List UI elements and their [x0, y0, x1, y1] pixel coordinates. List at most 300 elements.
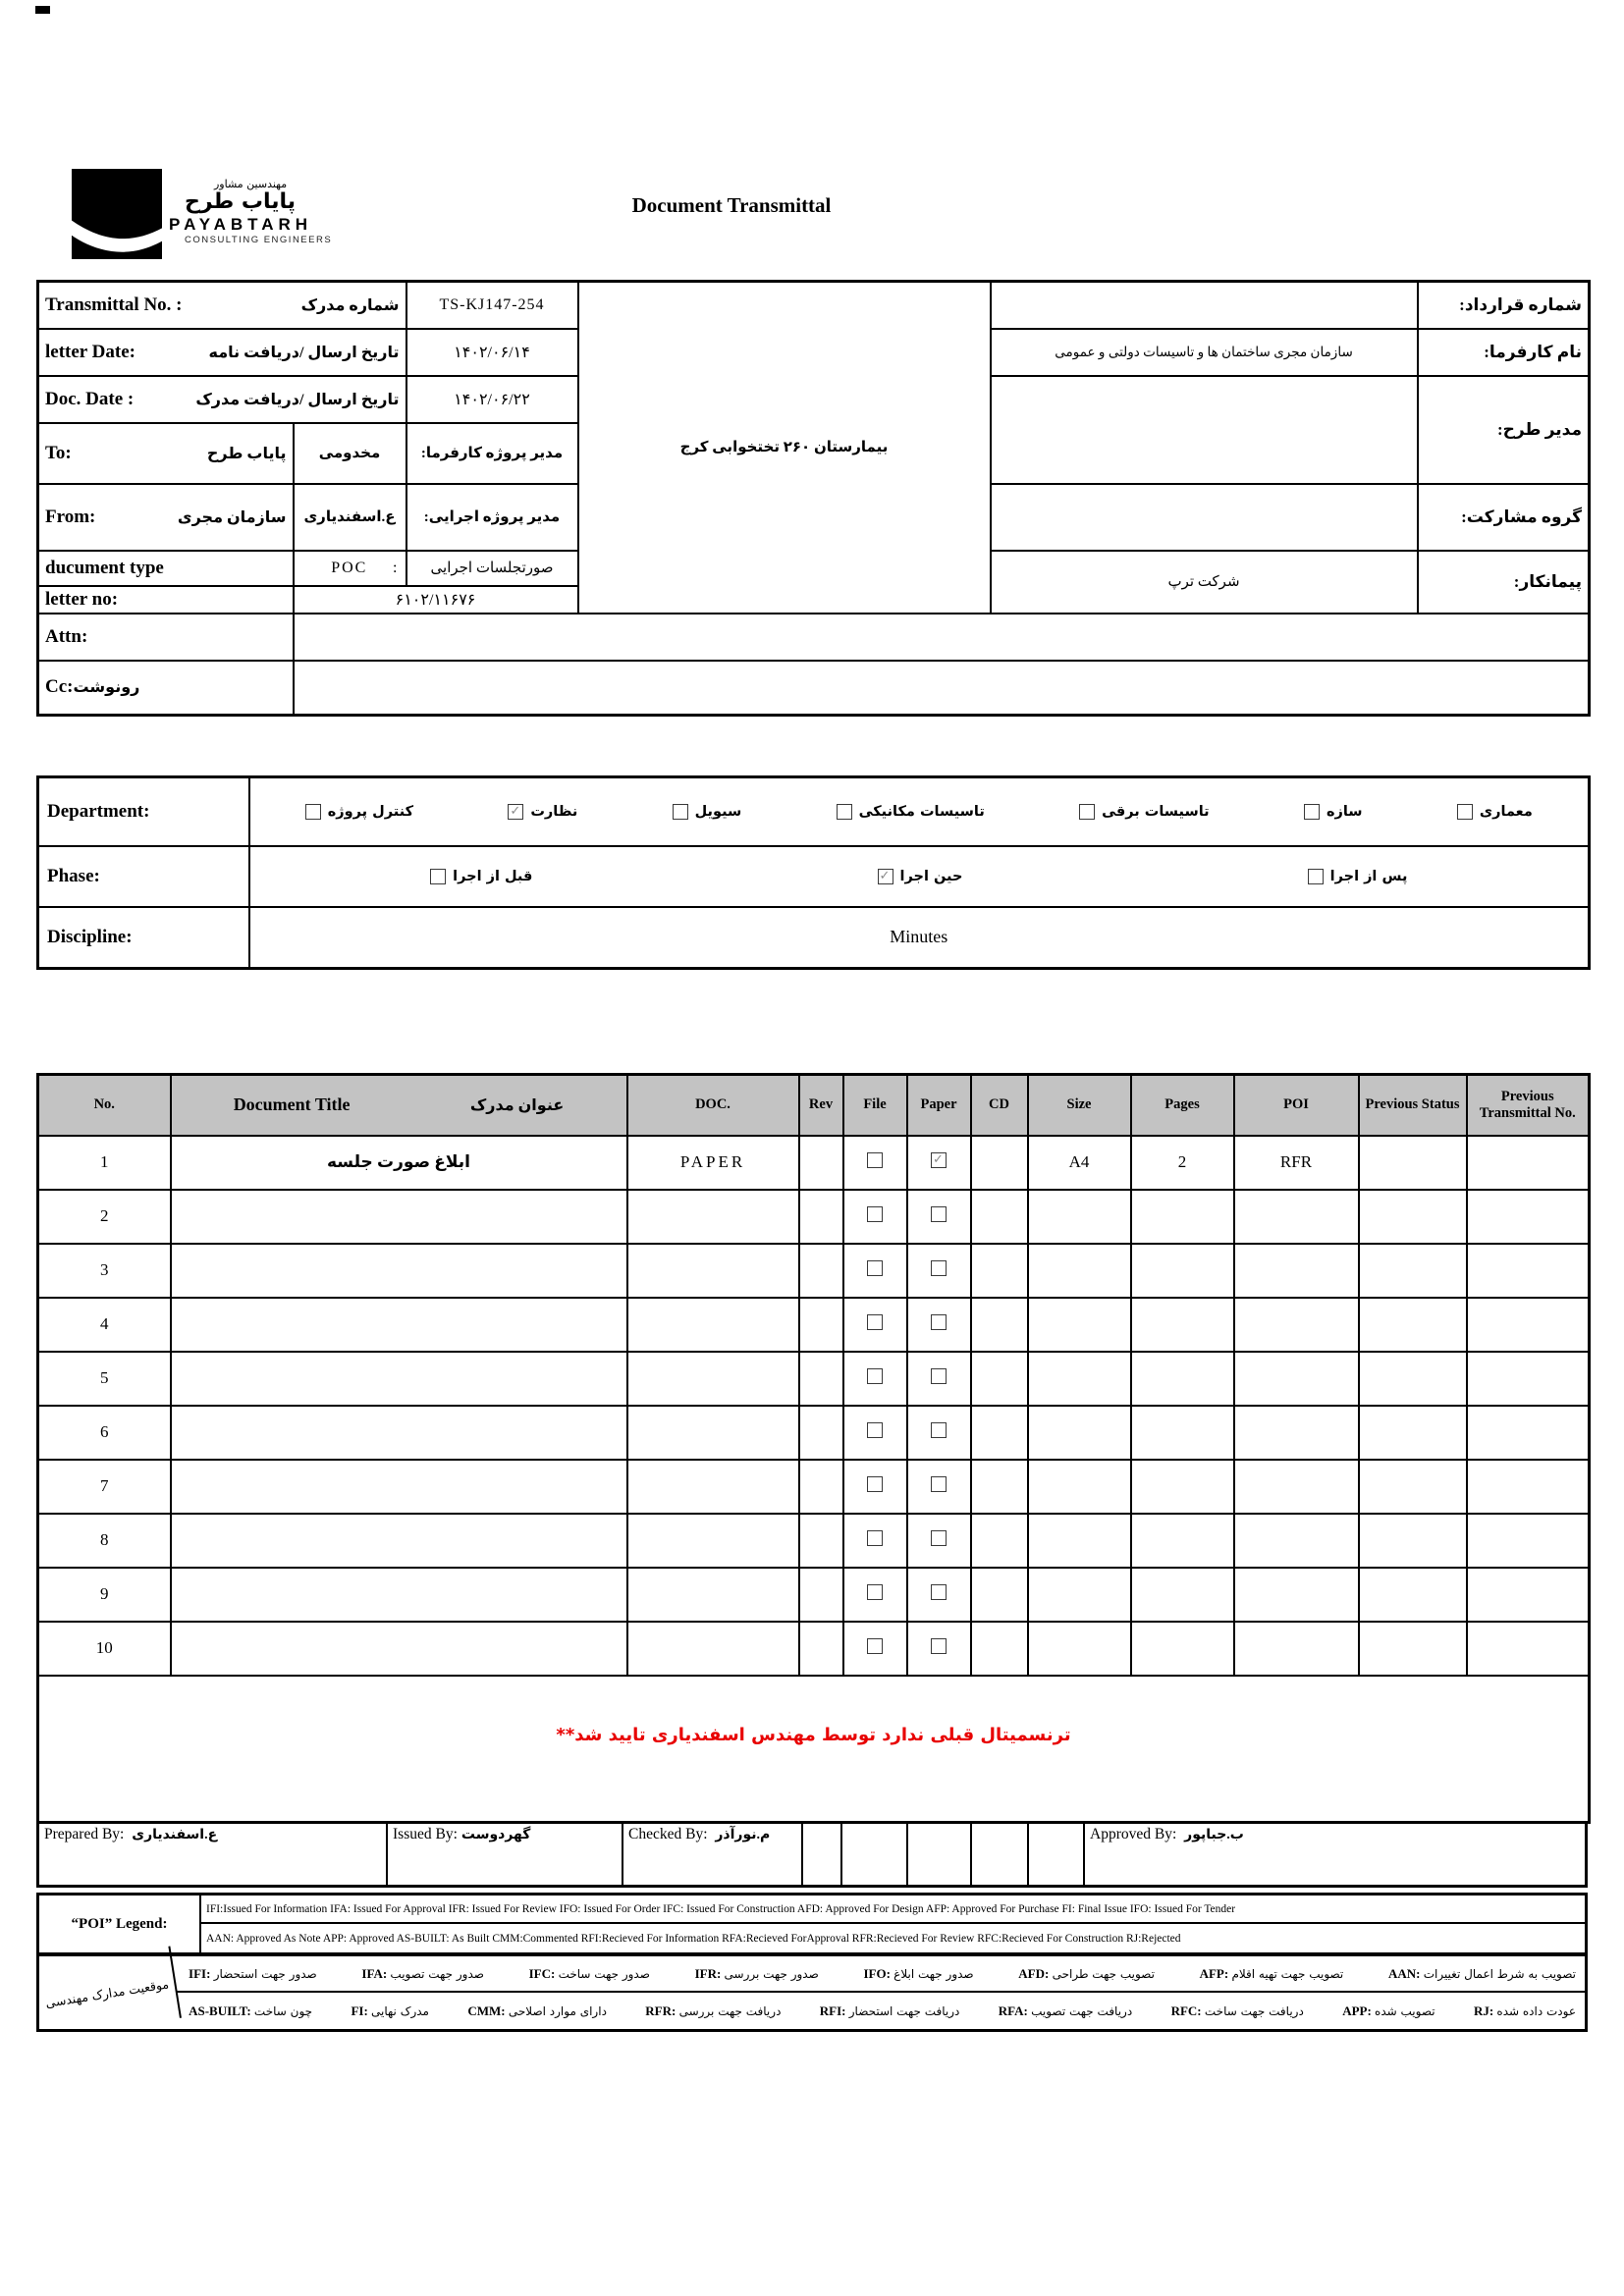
checkbox-label: پس از اجرا	[1329, 868, 1408, 884]
cell-paper	[907, 1514, 971, 1568]
legend-item-ifi: IFI: صدور جهت استحضار	[189, 1965, 317, 1981]
cc-label-en: Cc:	[45, 676, 74, 698]
signature-empty-cell	[803, 1824, 842, 1885]
paper-checkbox[interactable]	[931, 1314, 947, 1330]
to-label	[38, 423, 294, 484]
header-doc: DOC.	[627, 1075, 799, 1136]
legend-item-rj: RJ: عودت داده شده	[1473, 2002, 1576, 2018]
checkbox-option[interactable]	[837, 804, 985, 820]
doc-table-row	[38, 1244, 1590, 1298]
legend-item-fi: FI: مدرک نهایی	[351, 2002, 429, 2018]
checkbox-unchecked[interactable]	[305, 804, 321, 820]
signature-empty-cell	[908, 1824, 972, 1885]
header-paper: Paper	[907, 1075, 971, 1136]
paper-checkbox[interactable]	[931, 1584, 947, 1600]
cell-no: 10	[38, 1622, 171, 1676]
cell-title	[171, 1190, 627, 1244]
document-list-table	[36, 1073, 1591, 1824]
checkbox-option[interactable]	[673, 804, 742, 820]
doc-table-row	[38, 1568, 1590, 1622]
checkbox-label: تاسیسات برقی	[1102, 803, 1210, 820]
logo-en-name: PAYABTARH	[169, 214, 313, 234]
cell-cd	[971, 1460, 1028, 1514]
cell-title	[171, 1514, 627, 1568]
header-pages: Pages	[1131, 1075, 1234, 1136]
cell-title	[171, 1568, 627, 1622]
cell-no: 7	[38, 1460, 171, 1514]
letter-no-value: ۶۱۰۲/۱۱۶۷۶	[294, 586, 578, 614]
cell-prev-transmittal	[1467, 1136, 1590, 1190]
cell-prev-transmittal	[1467, 1514, 1590, 1568]
checkbox-label: سیویل	[694, 803, 742, 820]
letter-no-label	[38, 586, 294, 614]
cell-rev	[799, 1244, 843, 1298]
cell-paper	[907, 1568, 971, 1622]
checked-by-cell	[623, 1824, 803, 1885]
prepared-by-label: Prepared By:	[44, 1826, 125, 1842]
logo-fa-tagline: مهندسین مشاور	[214, 178, 288, 190]
cell-no: 6	[38, 1406, 171, 1460]
cell-rev	[799, 1136, 843, 1190]
paper-checkbox[interactable]	[931, 1152, 947, 1168]
poi-legend-line1: IFI:Issued For Information IFA: Issued For Approval IFR: Issued For Review IFO: Issued For Order IFC: Issued For Construction AFD: Approved For Design AFP: Approved For Purchase FI: Final Issue IFO: Issued For Tender	[201, 1896, 1588, 1924]
cell-doc	[627, 1568, 799, 1622]
document-type-value-cell	[294, 551, 406, 586]
cell-doc	[627, 1406, 799, 1460]
cell-cd	[971, 1136, 1028, 1190]
cell-doc	[627, 1622, 799, 1676]
checked-by-value: م.نورآذر	[715, 1828, 771, 1842]
discipline-label: Discipline:	[38, 907, 249, 969]
cell-prev-transmittal	[1467, 1406, 1590, 1460]
checkbox-label: نظارت	[530, 803, 578, 820]
checkbox-option[interactable]	[878, 869, 963, 884]
legend-item-ifr: IFR: صدور جهت بررسی	[694, 1965, 819, 1981]
cc-label-fa: رونوشت	[73, 679, 140, 697]
paper-checkbox[interactable]	[931, 1206, 947, 1222]
from-role: مدیر پروژه اجرایی:	[406, 484, 578, 551]
cell-title: ابلاغ صورت جلسه	[171, 1136, 627, 1190]
cell-no: 9	[38, 1568, 171, 1622]
cell-paper	[907, 1244, 971, 1298]
checkbox-unchecked[interactable]	[1308, 869, 1324, 884]
checkbox-label: سازه	[1326, 803, 1363, 820]
attn-label-en: Attn:	[45, 625, 88, 647]
cell-pages	[1131, 1352, 1234, 1406]
cell-doc	[627, 1352, 799, 1406]
cell-prev-transmittal	[1467, 1352, 1590, 1406]
cell-doc	[627, 1190, 799, 1244]
cell-poi	[1234, 1190, 1359, 1244]
cell-pages	[1131, 1298, 1234, 1352]
cell-file	[843, 1136, 907, 1190]
letter-date-value: ۱۴۰۲/۰۶/۱۴	[406, 329, 578, 376]
transmittal-no-label-en: Transmittal No. :	[45, 294, 183, 315]
jv-group-value	[991, 484, 1418, 551]
cell-prev-status	[1359, 1136, 1467, 1190]
header-rev: Rev	[799, 1075, 843, 1136]
prepared-by-cell	[39, 1824, 388, 1885]
file-checkbox[interactable]	[867, 1152, 883, 1168]
legend-item-rfc: RFC: دریافت جهت ساخت	[1170, 2002, 1304, 2018]
transmittal-no-label-fa: شماره مدرک	[300, 296, 400, 314]
header-no: No.	[38, 1075, 171, 1136]
contract-no-value	[991, 282, 1418, 329]
cell-file	[843, 1622, 907, 1676]
letter-no-label-en: letter no:	[45, 588, 119, 610]
cell-prev-transmittal	[1467, 1460, 1590, 1514]
legend-item-cmm: CMM: دارای موارد اصلاحی	[467, 2002, 607, 2018]
attn-value[interactable]	[294, 614, 1590, 661]
fa-legend-row2	[177, 1993, 1588, 2029]
checkbox-label: تاسیسات مکانیکی	[858, 803, 985, 820]
cell-prev-status	[1359, 1352, 1467, 1406]
from-label-en: From:	[45, 506, 96, 527]
cell-doc	[627, 1514, 799, 1568]
classification-table	[36, 775, 1591, 970]
checkbox-unchecked[interactable]	[430, 869, 446, 884]
issued-by-label: Issued By:	[393, 1826, 458, 1842]
cell-file	[843, 1190, 907, 1244]
checked-by-label: Checked By:	[628, 1826, 708, 1842]
cc-value[interactable]	[294, 661, 1590, 716]
cell-rev	[799, 1190, 843, 1244]
checkbox-checked[interactable]	[508, 804, 523, 820]
cell-file	[843, 1406, 907, 1460]
cell-rev	[799, 1514, 843, 1568]
phase-options	[258, 869, 1581, 884]
legend-item-app: APP: تصویب شده	[1342, 2002, 1435, 2018]
cell-pages	[1131, 1190, 1234, 1244]
legend-item-rfa: RFA: دریافت جهت تصویب	[998, 2002, 1133, 2018]
file-checkbox[interactable]	[867, 1530, 883, 1546]
letter-date-label-en: letter Date:	[45, 341, 135, 362]
cell-paper	[907, 1190, 971, 1244]
scan-artifact	[35, 6, 50, 14]
checkbox-label: قبل از اجرا	[453, 868, 533, 884]
cell-doc	[627, 1244, 799, 1298]
file-checkbox[interactable]	[867, 1260, 883, 1276]
from-person: ع.اسفندیاری	[294, 484, 406, 551]
checkbox-label: معماری	[1479, 803, 1533, 820]
cell-no: 5	[38, 1352, 171, 1406]
cell-prev-transmittal	[1467, 1244, 1590, 1298]
design-manager-label: مدیر طرح:	[1418, 376, 1590, 484]
fa-legend-label: موقعیت مدارک مهندسی	[34, 1947, 182, 2040]
cell-title	[171, 1244, 627, 1298]
doc-table-row	[38, 1460, 1590, 1514]
checkbox-label: حین اجرا	[899, 868, 963, 884]
fa-legend	[36, 1952, 1588, 2032]
cell-prev-status	[1359, 1568, 1467, 1622]
legend-item-ifc: IFC: صدور جهت ساخت	[528, 1965, 650, 1981]
document-type-label-en: ducument type	[45, 557, 164, 578]
phase-options-cell	[249, 846, 1590, 907]
cell-prev-status	[1359, 1298, 1467, 1352]
to-role: مدیر پروژه کارفرما:	[406, 423, 578, 484]
transmittal-no-value: TS-KJ147-254	[406, 282, 578, 329]
doc-table-row	[38, 1406, 1590, 1460]
cell-paper	[907, 1622, 971, 1676]
signature-empty-cell	[1029, 1824, 1085, 1885]
cell-prev-status	[1359, 1514, 1467, 1568]
document-type-label	[38, 551, 294, 586]
cell-pages	[1131, 1568, 1234, 1622]
design-manager-value	[991, 376, 1418, 484]
doc-table-row	[38, 1622, 1590, 1676]
legend-item-rfi: RFI: دریافت جهت استحضار	[819, 2002, 960, 2018]
signature-row	[36, 1824, 1588, 1888]
cell-size	[1028, 1622, 1131, 1676]
cell-no: 4	[38, 1298, 171, 1352]
client-name-label: نام کارفرما:	[1418, 329, 1590, 376]
paper-checkbox[interactable]	[931, 1422, 947, 1438]
cell-size	[1028, 1568, 1131, 1622]
note-cell	[38, 1676, 1590, 1823]
page-title: Document Transmittal	[631, 193, 832, 217]
cell-poi	[1234, 1460, 1359, 1514]
checkbox-option[interactable]	[508, 804, 577, 820]
cell-rev	[799, 1622, 843, 1676]
checkbox-option[interactable]	[1304, 804, 1363, 820]
cell-poi	[1234, 1244, 1359, 1298]
cell-prev-status	[1359, 1190, 1467, 1244]
file-checkbox[interactable]	[867, 1476, 883, 1492]
cell-prev-status	[1359, 1622, 1467, 1676]
letter-date-label-fa: تاریخ ارسال /دریافت نامه	[208, 344, 400, 361]
letter-date-label	[38, 329, 406, 376]
cell-size	[1028, 1352, 1131, 1406]
doc-table-row	[38, 1298, 1590, 1352]
cell-file	[843, 1460, 907, 1514]
checkbox-option[interactable]	[1457, 804, 1533, 820]
cell-size	[1028, 1190, 1131, 1244]
cell-paper	[907, 1460, 971, 1514]
doc-table-row	[38, 1514, 1590, 1568]
cell-prev-transmittal	[1467, 1190, 1590, 1244]
cell-size	[1028, 1460, 1131, 1514]
header-title-fa: عنوان مدرک	[469, 1096, 565, 1114]
cell-prev-status	[1359, 1244, 1467, 1298]
cell-poi	[1234, 1406, 1359, 1460]
checkbox-option[interactable]	[1308, 869, 1408, 884]
doc-table-row	[38, 1190, 1590, 1244]
note-row	[38, 1676, 1590, 1823]
paper-checkbox[interactable]	[931, 1530, 947, 1546]
to-person: مخدومی	[294, 423, 406, 484]
cell-cd	[971, 1352, 1028, 1406]
checkbox-unchecked[interactable]	[1457, 804, 1473, 820]
attn-label	[38, 614, 294, 661]
jv-group-label: گروه مشارکت:	[1418, 484, 1590, 551]
cell-no: 2	[38, 1190, 171, 1244]
file-checkbox[interactable]	[867, 1584, 883, 1600]
legend-item-as-built: AS-BUILT: چون ساخت	[189, 2002, 313, 2018]
fa-legend-row1	[177, 1956, 1588, 1993]
checkbox-checked[interactable]	[878, 869, 893, 884]
header-poi: POI	[1234, 1075, 1359, 1136]
poi-legend	[36, 1893, 1588, 1952]
cell-rev	[799, 1298, 843, 1352]
cell-title	[171, 1406, 627, 1460]
cell-doc	[627, 1460, 799, 1514]
contractor-label: پیمانکار:	[1418, 551, 1590, 614]
file-checkbox[interactable]	[867, 1206, 883, 1222]
cell-cd	[971, 1244, 1028, 1298]
cell-rev	[799, 1352, 843, 1406]
poi-legend-line2: AAN: Approved As Note APP: Approved AS-BUILT: As Built CMM:Commented RFI:Recieved For Information RFA:Recieved ForApproval RFR:Recieved For Review RFC:Recieved For Construction RJ:Rejected	[206, 1932, 1181, 1945]
header-size: Size	[1028, 1075, 1131, 1136]
cell-prev-status	[1359, 1460, 1467, 1514]
legend-item-afd: AFD: تصویب جهت طراحی	[1018, 1965, 1155, 1981]
doc-table-row	[38, 1352, 1590, 1406]
cell-rev	[799, 1406, 843, 1460]
cell-poi	[1234, 1352, 1359, 1406]
legend-item-ifo: IFO: صدور جهت ابلاغ	[863, 1965, 974, 1981]
contractor-value: شرکت ترپ	[991, 551, 1418, 614]
cc-label	[38, 661, 294, 716]
cell-title	[171, 1460, 627, 1514]
checkbox-label: کنترل پروژه	[327, 803, 414, 820]
cell-size	[1028, 1514, 1131, 1568]
phase-label: Phase:	[38, 846, 249, 907]
issued-by-value: گهردوست	[460, 1828, 531, 1842]
header-cd: CD	[971, 1075, 1028, 1136]
legend-item-afp: AFP: تصویب جهت تهیه اقلام	[1199, 1965, 1344, 1981]
legend-item-aan: AAN: تصویب به شرط اعمال تغییرات	[1387, 1965, 1576, 1981]
issued-by-cell	[388, 1824, 623, 1885]
paper-checkbox[interactable]	[931, 1368, 947, 1384]
doc-date-label	[38, 376, 406, 423]
doc-date-value: ۱۴۰۲/۰۶/۲۲	[406, 376, 578, 423]
cell-prev-transmittal	[1467, 1622, 1590, 1676]
cell-cd	[971, 1514, 1028, 1568]
cell-file	[843, 1298, 907, 1352]
checkbox-option[interactable]	[305, 804, 413, 820]
project-name: بیمارستان ۲۶۰ تختخوابی کرج	[578, 282, 991, 614]
checkbox-option[interactable]	[1079, 804, 1210, 820]
cell-no: 3	[38, 1244, 171, 1298]
cell-poi	[1234, 1568, 1359, 1622]
file-checkbox[interactable]	[867, 1314, 883, 1330]
logo-en-tagline: CONSULTING ENGINEERS	[185, 235, 333, 246]
cell-file	[843, 1568, 907, 1622]
cell-size	[1028, 1406, 1131, 1460]
file-checkbox[interactable]	[867, 1638, 883, 1654]
cell-size	[1028, 1298, 1131, 1352]
checkbox-unchecked[interactable]	[1079, 804, 1095, 820]
checkbox-unchecked[interactable]	[837, 804, 852, 820]
department-label: Department:	[38, 777, 249, 846]
cell-size	[1028, 1244, 1131, 1298]
cell-pages	[1131, 1244, 1234, 1298]
cell-title	[171, 1352, 627, 1406]
transmittal-no-label	[38, 282, 406, 329]
signature-empty-cell	[972, 1824, 1029, 1885]
department-options	[258, 804, 1581, 820]
file-checkbox[interactable]	[867, 1368, 883, 1384]
checkbox-unchecked[interactable]	[673, 804, 688, 820]
cell-poi: RFR	[1234, 1136, 1359, 1190]
header-file: File	[843, 1075, 907, 1136]
prepared-by-value: ع.اسفندیاری	[132, 1828, 218, 1842]
paper-checkbox[interactable]	[931, 1476, 947, 1492]
cell-paper	[907, 1406, 971, 1460]
document-type-fa: صورتجلسات اجرایی	[406, 551, 578, 586]
department-options-cell	[249, 777, 1590, 846]
cell-file	[843, 1514, 907, 1568]
poi-legend-label: “POI” Legend:	[39, 1896, 201, 1952]
cell-pages	[1131, 1460, 1234, 1514]
document-type-colon: :	[393, 559, 400, 576]
cell-prev-transmittal	[1467, 1298, 1590, 1352]
cell-poi	[1234, 1622, 1359, 1676]
cell-no: 8	[38, 1514, 171, 1568]
from-label	[38, 484, 294, 551]
cell-paper	[907, 1298, 971, 1352]
cell-pages	[1131, 1622, 1234, 1676]
cell-pages	[1131, 1514, 1234, 1568]
cell-cd	[971, 1190, 1028, 1244]
cell-rev	[799, 1460, 843, 1514]
transmittal-info-table	[36, 280, 1591, 717]
header-title	[171, 1075, 627, 1136]
to-value-fa: پایاب طرح	[206, 445, 287, 462]
approved-by-value: ب.جباپور	[1184, 1828, 1244, 1842]
doc-date-label-fa: تاریخ ارسال /دریافت مدرک	[195, 391, 400, 408]
legend-item-rfr: RFR: دریافت جهت بررسی	[645, 2002, 782, 2018]
file-checkbox[interactable]	[867, 1422, 883, 1438]
cell-title	[171, 1622, 627, 1676]
cell-cd	[971, 1406, 1028, 1460]
cell-file	[843, 1352, 907, 1406]
from-value-fa: سازمان مجری	[177, 508, 287, 526]
logo-fa-name: پایاب طرح	[185, 188, 297, 214]
client-name-value: سازمان مجری ساختمان ها و تاسیسات دولتی و عمومی	[991, 329, 1418, 376]
checkbox-unchecked[interactable]	[1304, 804, 1320, 820]
header-prev-status: Previous Status	[1359, 1075, 1467, 1136]
header-prev-transmittal: Previous Transmittal No.	[1467, 1075, 1590, 1136]
document-type-value: POC	[331, 559, 368, 576]
cell-paper	[907, 1136, 971, 1190]
paper-checkbox[interactable]	[931, 1638, 947, 1654]
cell-size: A4	[1028, 1136, 1131, 1190]
cell-prev-status	[1359, 1406, 1467, 1460]
legend-item-ifa: IFA: صدور جهت تصویب	[361, 1965, 484, 1981]
doc-table-row	[38, 1136, 1590, 1190]
cell-doc	[627, 1298, 799, 1352]
checkbox-option[interactable]	[430, 869, 532, 884]
note-text: ترنسمیتال قبلی ندارد توسط مهندس اسفندیاری تایید شد**	[556, 1724, 1071, 1745]
cell-no: 1	[38, 1136, 171, 1190]
cell-pages	[1131, 1406, 1234, 1460]
cell-pages: 2	[1131, 1136, 1234, 1190]
header-title-en: Document Title	[233, 1095, 351, 1115]
approved-by-label: Approved By:	[1090, 1826, 1177, 1842]
approved-by-cell	[1085, 1824, 1588, 1885]
cell-cd	[971, 1298, 1028, 1352]
doc-table-header-row	[38, 1075, 1590, 1136]
paper-checkbox[interactable]	[931, 1260, 947, 1276]
cell-file	[843, 1244, 907, 1298]
cell-prev-transmittal	[1467, 1568, 1590, 1622]
cell-title	[171, 1298, 627, 1352]
cell-poi	[1234, 1514, 1359, 1568]
discipline-value: Minutes	[249, 907, 1590, 969]
cell-paper	[907, 1352, 971, 1406]
contract-no-label: شماره قرارداد:	[1418, 282, 1590, 329]
cell-rev	[799, 1568, 843, 1622]
